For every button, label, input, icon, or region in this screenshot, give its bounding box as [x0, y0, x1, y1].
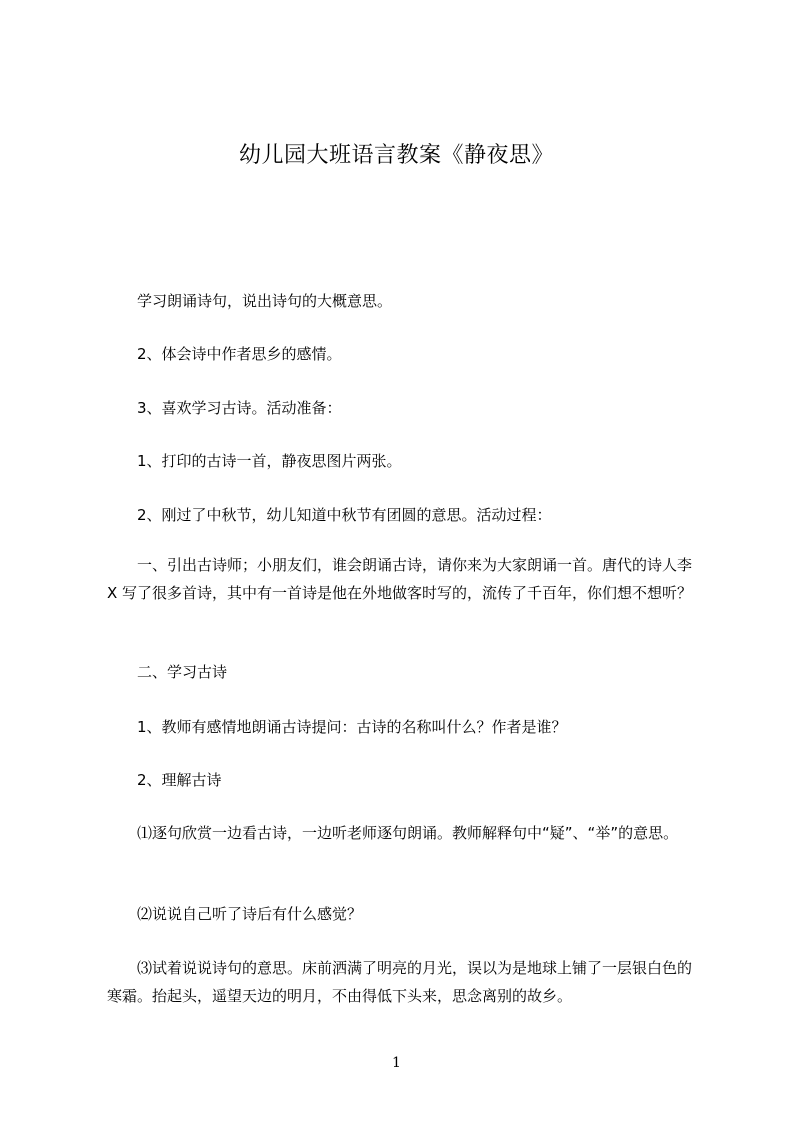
- paragraph-5: 2、刚过了中秋节，幼儿知道中秋节有团圆的意思。活动过程：: [137, 506, 552, 524]
- document-title: 幼儿园大班语言教案《静夜思》: [238, 143, 554, 168]
- page-number: 1: [392, 1055, 401, 1071]
- paragraph-2: 2、体会诗中作者思乡的感情。: [137, 345, 342, 363]
- paragraph-9: 2、理解古诗: [137, 771, 222, 789]
- paragraph-7: 二、学习古诗: [137, 663, 228, 681]
- paragraph-4: 1、打印的古诗一首，静夜思图片两张。: [137, 452, 402, 470]
- paragraph-8: 1、教师有感情地朗诵古诗提问：古诗的名称叫什么？作者是谁？: [137, 718, 567, 736]
- paragraph-6: 一、引出古诗师；小朋友们，谁会朗诵古诗，请你来为大家朗诵一首。唐代的诗人李 X 写了很多首诗，其中有一首诗是他在外地做客时写的，流传了千百年，你们想不想听？: [107, 556, 693, 602]
- paragraph-3: 3、喜欢学习古诗。活动准备：: [137, 399, 342, 417]
- paragraph-12: ⑶试着说说诗句的意思。床前洒满了明亮的月光，误以为是地球上铺了一层银白色的寒霜。抬起头，遥望天边的明月，不由得低下头来，思念离别的故乡。: [107, 959, 693, 1005]
- paragraph-11: ⑵说说自己听了诗后有什么感觉？: [137, 905, 363, 923]
- paragraph-1: 学习朗诵诗句，说出诗句的大概意思。: [137, 292, 393, 310]
- paragraph-10: ⑴逐句欣赏一边看古诗，一边听老师逐句朗诵。教师解释句中“疑”、“举”的意思。: [137, 824, 679, 842]
